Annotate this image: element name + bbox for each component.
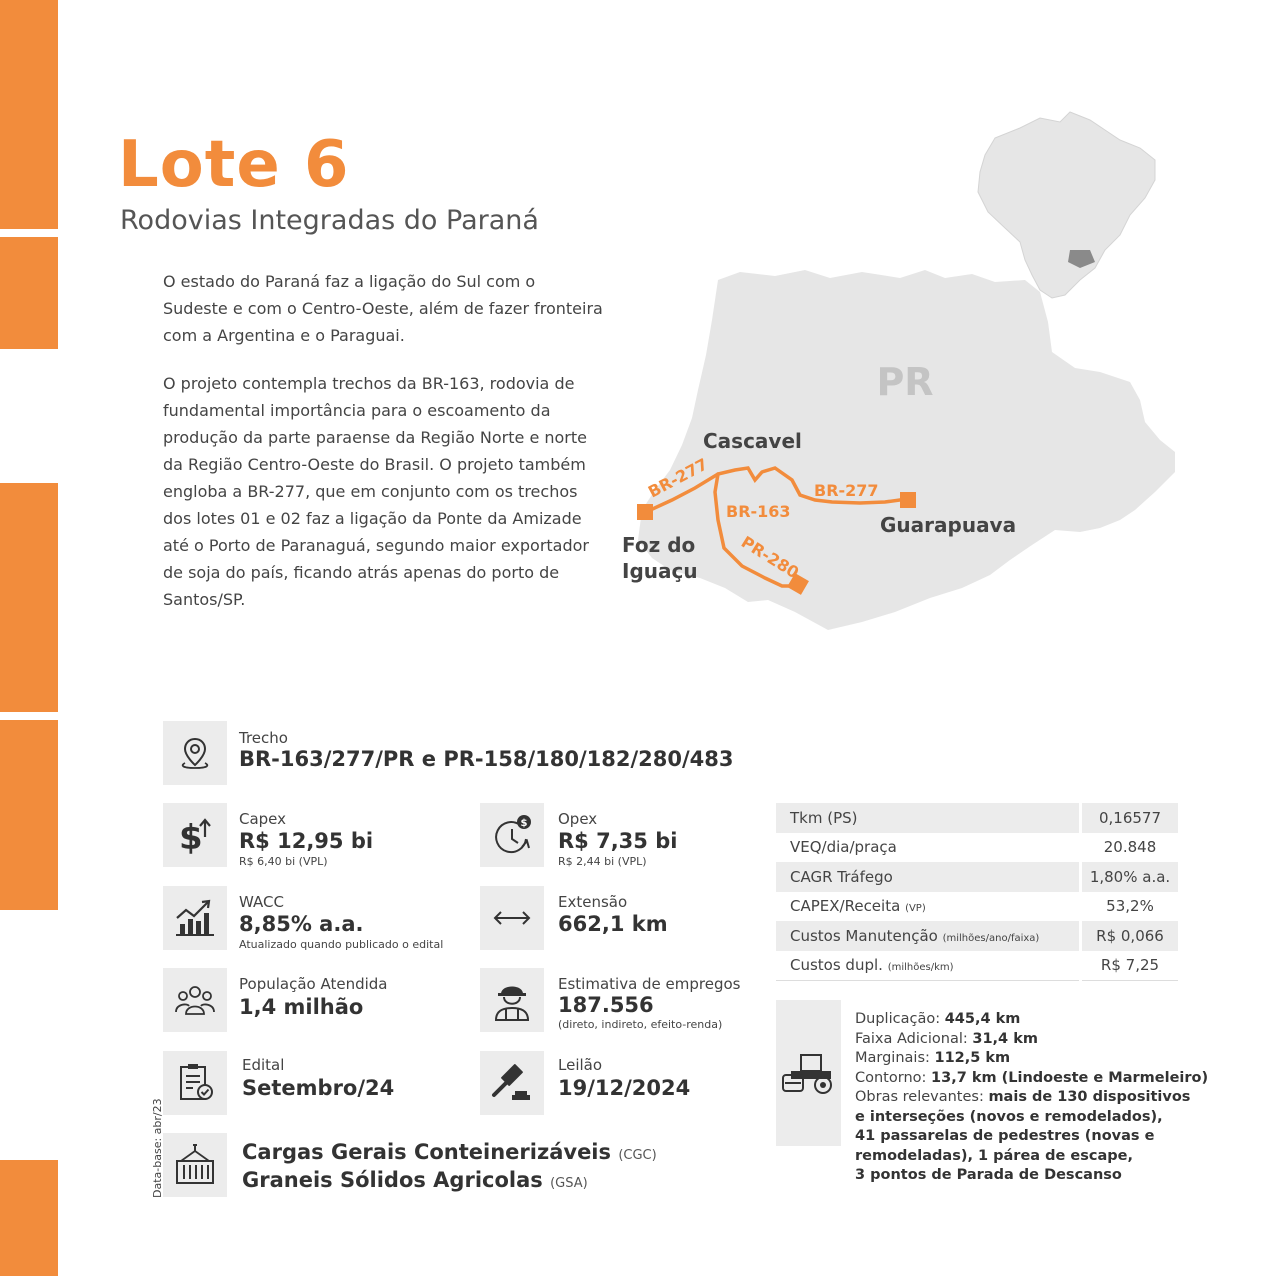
extensao-label: Extensão	[558, 893, 628, 911]
works-obras-2: e interseções (novos e remodelados),	[855, 1108, 1163, 1125]
table-cell-label: VEQ/dia/praça	[790, 838, 897, 857]
edital-value: Setembro/24	[242, 1076, 395, 1100]
works-obras-4: remodeladas), 1 párea de escape,	[855, 1147, 1133, 1164]
table-cell-value: R$ 7,25	[1081, 951, 1179, 981]
database-note: Data-base: abr/23	[151, 1098, 164, 1198]
container-icon	[173, 1143, 217, 1187]
page-title: Lote 6	[118, 128, 350, 202]
edital-label: Edital	[242, 1056, 285, 1074]
dollar-up-icon	[175, 815, 215, 855]
road-endpoint-marker	[900, 492, 916, 508]
cargo-abbr-1: (CGC)	[618, 1148, 657, 1163]
populacao-label: População Atendida	[239, 975, 388, 993]
road-roller-icon	[781, 1051, 837, 1095]
svg-text:$: $	[520, 818, 528, 829]
cargo-icon-box	[163, 1133, 227, 1197]
table-cell-value: 0,16577	[1081, 803, 1179, 833]
cargo-line-2: Graneis Sólidos Agricolas	[242, 1168, 543, 1192]
table-cell-label: Custos dupl. (milhões/km)	[776, 951, 1081, 981]
decor-stripe	[0, 720, 58, 910]
brazil-outline-icon	[978, 112, 1155, 298]
wacc-icon-box	[163, 886, 227, 950]
table-row	[776, 833, 1178, 863]
table-row	[776, 921, 1178, 951]
page-subtitle: Rodovias Integradas do Paraná	[120, 205, 539, 236]
clock-dollar-icon	[490, 813, 534, 857]
trecho-label: Trecho	[239, 729, 288, 747]
table-cell-label: Tkm (PS)	[776, 803, 1081, 833]
table-row	[776, 803, 1178, 833]
leilao-value: 19/12/2024	[558, 1076, 691, 1100]
opex-icon-box	[480, 803, 544, 867]
trecho-icon-box	[163, 721, 227, 785]
works-duplicacao: Duplicação: 445,4 km	[855, 1011, 1021, 1027]
works-marginais: Marginais: 112,5 km	[855, 1050, 1011, 1066]
opex-sub: R$ 2,44 bi (VPL)	[558, 855, 647, 868]
edital-icon-box	[163, 1051, 227, 1115]
cargo-line-1: Cargas Gerais Conteinerizáveis	[242, 1140, 612, 1164]
decor-stripe	[0, 483, 58, 712]
road-label-br277-east: BR-277	[814, 481, 879, 500]
empregos-sub: (direto, indireto, efeito-renda)	[558, 1018, 723, 1031]
table-row	[776, 892, 1178, 922]
worker-helmet-icon	[492, 978, 532, 1022]
works-obras-3: 41 passarelas de pedestres (novas e	[855, 1128, 1155, 1144]
works-list	[855, 1010, 1208, 1186]
arrows-horizontal-icon	[492, 908, 532, 928]
table-row	[776, 862, 1178, 892]
document-check-icon	[173, 1061, 217, 1105]
works-contorno: Contorno: 13,7 km (Lindoeste e Marmeleiro)	[855, 1069, 1209, 1086]
leilao-label: Leilão	[558, 1056, 603, 1074]
road-endpoint-marker	[637, 504, 653, 520]
table-cell-label: Custos Manutenção (milhões/ano/faixa)	[776, 921, 1081, 951]
opex-value: R$ 7,35 bi	[558, 829, 678, 853]
cargo-types	[242, 1140, 657, 1196]
road-label-br277-west: BR-277	[644, 454, 711, 502]
auction-gavel-icon	[490, 1061, 534, 1105]
kpi-table	[776, 803, 1178, 981]
city-label-guarapuava: Guarapuava	[880, 513, 1017, 537]
extensao-icon-box	[480, 886, 544, 950]
works-icon-box	[776, 1000, 841, 1146]
city-label-foz-2: Iguaçu	[622, 559, 698, 583]
capex-sub: R$ 6,40 bi (VPL)	[239, 855, 328, 868]
empregos-icon-box	[480, 968, 544, 1032]
city-label-foz-1: Foz do	[622, 533, 696, 557]
intro-paragraph-1: O estado do Paraná faz a ligação do Sul com o Sudeste e com o Centro-Oeste, além de fazer fronteira com a Argentina e o Paraguai.	[163, 272, 603, 345]
opex-label: Opex	[558, 810, 598, 828]
trecho-value: BR-163/277/PR e PR-158/180/182/280/483	[239, 747, 734, 771]
table-cell-value: 20.848	[1081, 833, 1179, 863]
works-obras: Obras relevantes: mais de 130 dispositivos	[855, 1089, 1191, 1105]
empregos-value: 187.556	[558, 993, 654, 1017]
svg-text:$: $	[179, 818, 203, 855]
intro-paragraph-2: O projeto contempla trechos da BR-163, rodovia de fundamental importância para o escoamento da produção da parte paraense da Região Norte e norte da Região Centro-Oeste do Brasil. O projeto também engloba a BR-277, que em conjunto com os trechos dos lotes 01 e 02 faz a ligação da Ponte da Amizade até o Porto de Paranaguá, segundo maior exportador de soja do país, ficando atrás apenas do porto de Santos/SP.	[163, 374, 589, 609]
table-row	[776, 951, 1178, 981]
decor-stripe	[0, 1160, 58, 1276]
table-cell-value: 1,80% a.a.	[1081, 862, 1179, 892]
table-cell-value: R$ 0,066	[1081, 921, 1179, 951]
extensao-value: 662,1 km	[558, 912, 668, 936]
populacao-value: 1,4 milhão	[239, 995, 364, 1019]
city-label-cascavel: Cascavel	[703, 429, 802, 453]
empregos-label: Estimativa de empregos	[558, 975, 741, 993]
table-cell-label: CAGR Tráfego	[776, 862, 1081, 892]
wacc-value: 8,85% a.a.	[239, 912, 364, 936]
parana-map	[600, 100, 1200, 640]
chart-growth-icon	[174, 898, 216, 938]
state-label: PR	[876, 360, 934, 404]
capex-icon-box	[163, 803, 227, 867]
road-label-pr280: PR-280	[737, 532, 803, 583]
location-pin-icon	[177, 735, 213, 771]
leilao-icon-box	[480, 1051, 544, 1115]
works-obras-5: 3 pontos de Parada de Descanso	[855, 1167, 1122, 1183]
wacc-label: WACC	[239, 893, 284, 911]
road-label-br163: BR-163	[726, 502, 791, 521]
capex-label: Capex	[239, 810, 287, 828]
table-cell-label: CAPEX/Receita (VP)	[790, 897, 926, 916]
wacc-sub: Atualizado quando publicado o edital	[239, 938, 444, 951]
decor-stripe	[0, 0, 58, 229]
populacao-icon-box	[163, 968, 227, 1032]
cargo-abbr-2: (GSA)	[550, 1176, 588, 1191]
decor-stripe	[0, 237, 58, 349]
table-cell-value: 53,2%	[1081, 892, 1179, 922]
capex-value: R$ 12,95 bi	[239, 829, 374, 853]
works-faixa: Faixa Adicional: 31,4 km	[855, 1030, 1038, 1047]
people-group-icon	[173, 980, 217, 1020]
